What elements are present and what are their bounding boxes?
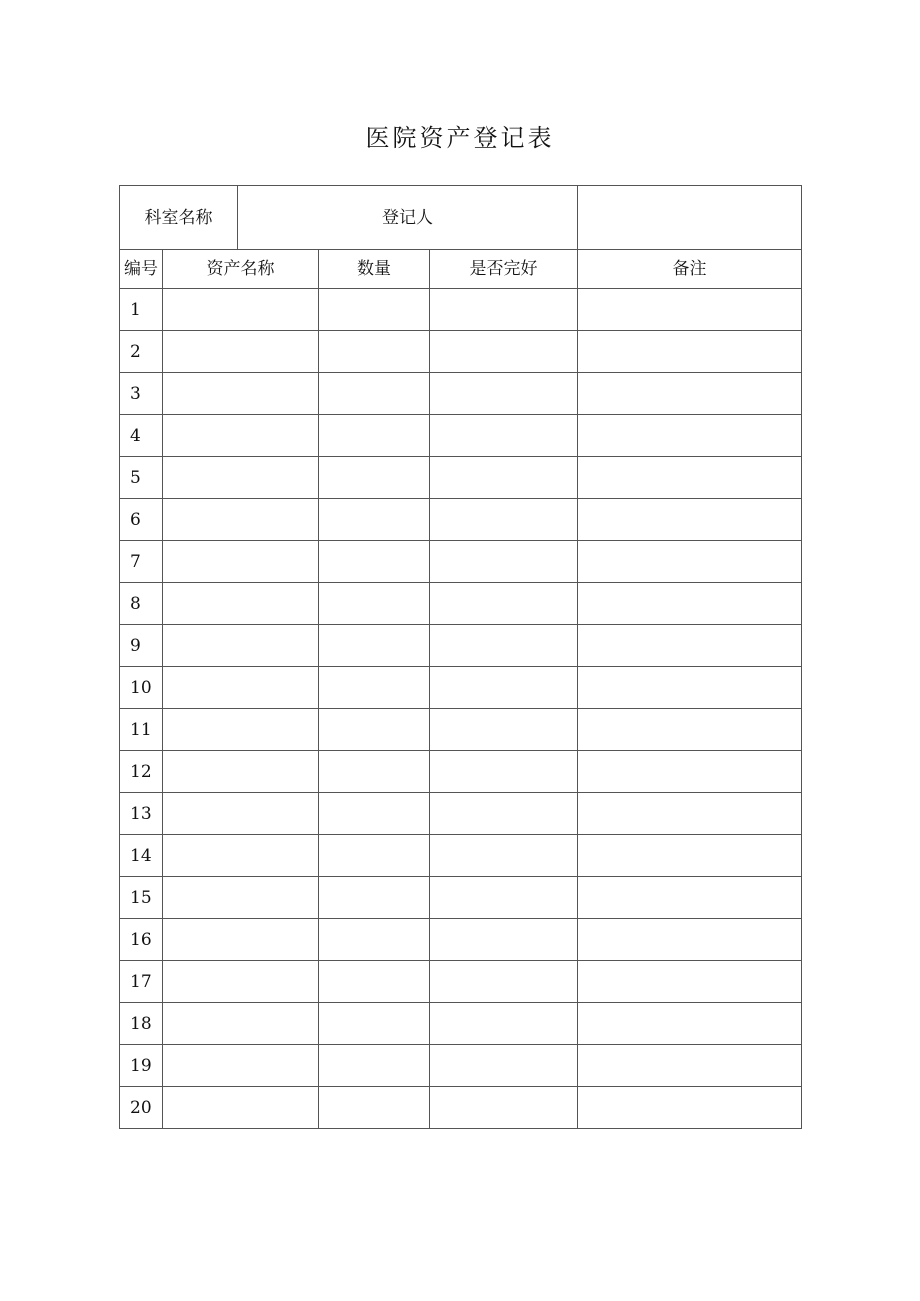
condition-cell[interactable] (430, 415, 578, 457)
remarks-cell[interactable] (578, 1003, 802, 1045)
table-row (120, 961, 802, 1003)
quantity-cell[interactable] (319, 415, 430, 457)
quantity-cell[interactable] (319, 877, 430, 919)
condition-cell[interactable] (430, 499, 578, 541)
condition-cell[interactable] (430, 1087, 578, 1129)
condition-cell[interactable] (430, 331, 578, 373)
remarks-cell[interactable] (578, 961, 802, 1003)
remarks-cell[interactable] (578, 625, 802, 667)
asset-name-cell[interactable] (163, 541, 319, 583)
row-number: 9 (120, 625, 163, 667)
table-row (120, 415, 802, 457)
remarks-cell[interactable] (578, 793, 802, 835)
condition-cell[interactable] (430, 877, 578, 919)
asset-name-cell[interactable] (163, 331, 319, 373)
remarks-cell[interactable] (578, 751, 802, 793)
quantity-cell[interactable] (319, 709, 430, 751)
table-row (120, 751, 802, 793)
asset-register-table (119, 185, 802, 1129)
asset-name-cell[interactable] (163, 289, 319, 331)
remarks-cell[interactable] (578, 289, 802, 331)
asset-name-cell[interactable] (163, 415, 319, 457)
table-row (120, 583, 802, 625)
quantity-cell[interactable] (319, 1003, 430, 1045)
row-number: 3 (120, 373, 163, 415)
asset-name-cell[interactable] (163, 1003, 319, 1045)
asset-name-cell[interactable] (163, 751, 319, 793)
condition-cell[interactable] (430, 541, 578, 583)
remarks-cell[interactable] (578, 331, 802, 373)
quantity-cell[interactable] (319, 583, 430, 625)
condition-cell[interactable] (430, 373, 578, 415)
asset-name-cell[interactable] (163, 457, 319, 499)
table-row (120, 877, 802, 919)
row-number: 12 (120, 751, 163, 793)
asset-name-cell[interactable] (163, 667, 319, 709)
asset-name-cell[interactable] (163, 499, 319, 541)
quantity-cell[interactable] (319, 499, 430, 541)
asset-name-cell[interactable] (163, 373, 319, 415)
quantity-cell[interactable] (319, 1087, 430, 1129)
quantity-cell[interactable] (319, 331, 430, 373)
row-number: 7 (120, 541, 163, 583)
remarks-cell[interactable] (578, 499, 802, 541)
col-header-condition: 是否完好 (430, 250, 578, 289)
remarks-cell[interactable] (578, 583, 802, 625)
remarks-cell[interactable] (578, 667, 802, 709)
table-row (120, 499, 802, 541)
asset-name-cell[interactable] (163, 709, 319, 751)
condition-cell[interactable] (430, 919, 578, 961)
remarks-cell[interactable] (578, 541, 802, 583)
header-row (120, 186, 802, 250)
col-header-quantity: 数量 (319, 250, 430, 289)
asset-name-cell[interactable] (163, 919, 319, 961)
condition-cell[interactable] (430, 583, 578, 625)
row-number: 2 (120, 331, 163, 373)
quantity-cell[interactable] (319, 793, 430, 835)
remarks-cell[interactable] (578, 457, 802, 499)
row-number: 14 (120, 835, 163, 877)
table-row (120, 919, 802, 961)
asset-name-cell[interactable] (163, 877, 319, 919)
asset-name-cell[interactable] (163, 1087, 319, 1129)
row-number: 13 (120, 793, 163, 835)
asset-name-cell[interactable] (163, 793, 319, 835)
condition-cell[interactable] (430, 625, 578, 667)
quantity-cell[interactable] (319, 1045, 430, 1087)
quantity-cell[interactable] (319, 289, 430, 331)
row-number: 5 (120, 457, 163, 499)
remarks-cell[interactable] (578, 919, 802, 961)
table-row (120, 625, 802, 667)
quantity-cell[interactable] (319, 751, 430, 793)
table-row (120, 793, 802, 835)
row-number: 1 (120, 289, 163, 331)
asset-name-cell[interactable] (163, 1045, 319, 1087)
row-number: 17 (120, 961, 163, 1003)
row-number: 4 (120, 415, 163, 457)
table-row (120, 289, 802, 331)
remarks-cell[interactable] (578, 835, 802, 877)
condition-cell[interactable] (430, 289, 578, 331)
asset-name-cell[interactable] (163, 583, 319, 625)
condition-cell[interactable] (430, 1045, 578, 1087)
quantity-cell[interactable] (319, 457, 430, 499)
quantity-cell[interactable] (319, 667, 430, 709)
condition-cell[interactable] (430, 1003, 578, 1045)
row-number: 20 (120, 1087, 163, 1129)
row-number: 10 (120, 667, 163, 709)
col-header-asset-name: 资产名称 (163, 250, 319, 289)
condition-cell[interactable] (430, 709, 578, 751)
table-row (120, 1087, 802, 1129)
table-row (120, 457, 802, 499)
condition-cell[interactable] (430, 667, 578, 709)
remarks-cell[interactable] (578, 373, 802, 415)
table-row (120, 709, 802, 751)
row-number: 11 (120, 709, 163, 751)
table-row (120, 1003, 802, 1045)
quantity-cell[interactable] (319, 541, 430, 583)
quantity-cell[interactable] (319, 919, 430, 961)
registrar-label: 登记人 (238, 186, 578, 250)
quantity-cell[interactable] (319, 835, 430, 877)
row-number: 16 (120, 919, 163, 961)
table-row (120, 1045, 802, 1087)
table-row (120, 835, 802, 877)
condition-cell[interactable] (430, 793, 578, 835)
table-row (120, 541, 802, 583)
condition-cell[interactable] (430, 751, 578, 793)
row-number: 15 (120, 877, 163, 919)
remarks-cell[interactable] (578, 415, 802, 457)
condition-cell[interactable] (430, 457, 578, 499)
asset-name-cell[interactable] (163, 625, 319, 667)
table-row (120, 331, 802, 373)
table-row (120, 667, 802, 709)
col-header-remarks: 备注 (578, 250, 802, 289)
remarks-cell[interactable] (578, 1045, 802, 1087)
dept-label: 科室名称 (120, 186, 238, 250)
row-number: 18 (120, 1003, 163, 1045)
table-row (120, 373, 802, 415)
remarks-cell[interactable] (578, 709, 802, 751)
row-number: 8 (120, 583, 163, 625)
condition-cell[interactable] (430, 835, 578, 877)
quantity-cell[interactable] (319, 373, 430, 415)
row-number: 19 (120, 1045, 163, 1087)
asset-name-cell[interactable] (163, 961, 319, 1003)
remarks-cell[interactable] (578, 877, 802, 919)
row-number: 6 (120, 499, 163, 541)
page-title: 医院资产登记表 (365, 124, 555, 152)
col-header-number: 编号 (120, 250, 163, 289)
column-header-row (120, 250, 802, 289)
asset-name-cell[interactable] (163, 835, 319, 877)
condition-cell[interactable] (430, 961, 578, 1003)
remarks-cell[interactable] (578, 1087, 802, 1129)
registrar-field[interactable] (578, 186, 802, 250)
quantity-cell[interactable] (319, 961, 430, 1003)
quantity-cell[interactable] (319, 625, 430, 667)
